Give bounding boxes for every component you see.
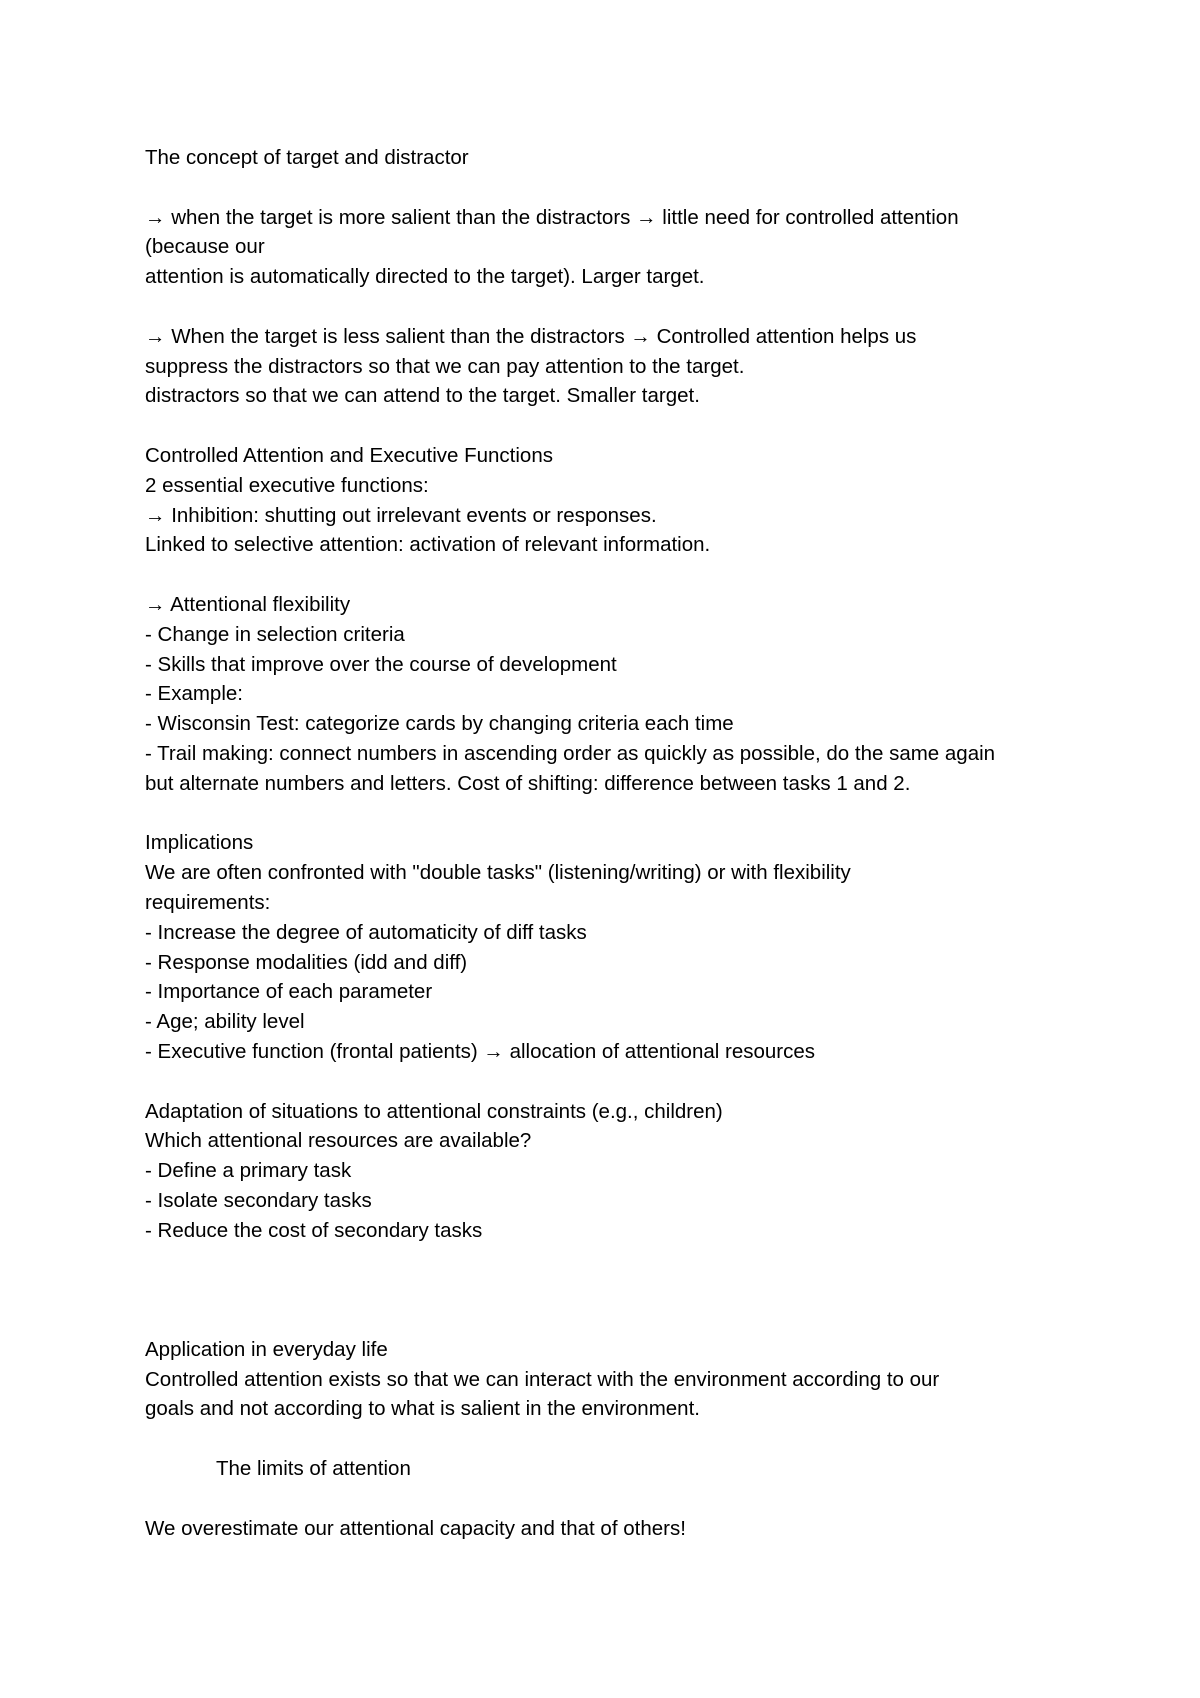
text-line: distractors so that we can attend to the target. Smaller target. — [145, 384, 700, 408]
list-item: - Define a primary task — [145, 1159, 352, 1183]
section-heading-application: Application in everyday life — [145, 1337, 388, 1361]
list-item: - Trail making: connect numbers in ascending order as quickly as possible, do the same again — [145, 741, 996, 765]
paragraph-spacer — [145, 292, 1085, 322]
paragraph-spacer — [145, 1067, 1085, 1097]
text-line: suppress the distractors so that we can pay attention to the target. — [145, 354, 745, 378]
text-line: → when the target is more salient than the distractors → little need for controlled attention — [145, 205, 959, 229]
section-heading-executive-functions: Controlled Attention and Executive Functions — [145, 443, 553, 467]
section-heading-adaptation: Adaptation of situations to attentional constraints (e.g., children) — [145, 1099, 723, 1123]
paragraph-spacer — [145, 560, 1085, 590]
section-heading-implications: Implications — [145, 831, 254, 855]
list-item: - Wisconsin Test: categorize cards by changing criteria each time — [145, 712, 734, 736]
text-line: 2 essential executive functions: — [145, 473, 429, 497]
paragraph-spacer — [145, 1245, 1085, 1334]
section-heading-target-distractor: The concept of target and distractor — [145, 146, 469, 169]
text-line: but alternate numbers and letters. Cost of shifting: difference between tasks 1 and 2. — [145, 771, 911, 795]
list-item: - Increase the degree of automaticity of diff tasks — [145, 920, 587, 944]
text-line: → Attentional flexibility — [145, 592, 351, 616]
paragraph-spacer — [145, 411, 1085, 441]
text-line: Which attentional resources are available? — [145, 1129, 532, 1153]
document-body — [145, 143, 1085, 1543]
paragraph-spacer — [145, 1484, 1085, 1514]
section-heading-limits: The limits of attention — [216, 1457, 411, 1481]
list-item: - Change in selection criteria — [145, 622, 405, 646]
text-line: We overestimate our attentional capacity and that of others! — [145, 1516, 686, 1540]
text-line: → Inhibition: shutting out irrelevant events or responses. — [145, 503, 657, 527]
text-line: Controlled attention exists so that we can interact with the environment according to our — [145, 1367, 940, 1391]
list-item: - Skills that improve over the course of development — [145, 652, 617, 676]
paragraph-spacer — [145, 1424, 1085, 1454]
list-item: - Reduce the cost of secondary tasks — [145, 1218, 483, 1242]
list-item: - Importance of each parameter — [145, 980, 433, 1004]
text-line: We are often confronted with "double tasks" (listening/writing) or with flexibility — [145, 861, 851, 885]
text-line: requirements: — [145, 890, 271, 914]
paragraph-spacer — [145, 173, 1085, 203]
text-line: (because our — [145, 235, 265, 259]
text-line: attention is automatically directed to the target). Larger target. — [145, 265, 705, 289]
list-item: - Isolate secondary tasks — [145, 1188, 372, 1212]
text-line: Linked to selective attention: activation of relevant information. — [145, 533, 711, 557]
text-line: → When the target is less salient than the distractors → Controlled attention helps us — [145, 324, 917, 348]
text-line: goals and not according to what is salient in the environment. — [145, 1397, 700, 1421]
list-item: - Age; ability level — [145, 1010, 305, 1034]
paragraph-spacer — [145, 799, 1085, 829]
list-item: - Example: — [145, 682, 243, 706]
list-item: - Executive function (frontal patients) → allocation of attentional resources — [145, 1039, 816, 1063]
list-item: - Response modalities (idd and diff) — [145, 950, 468, 974]
